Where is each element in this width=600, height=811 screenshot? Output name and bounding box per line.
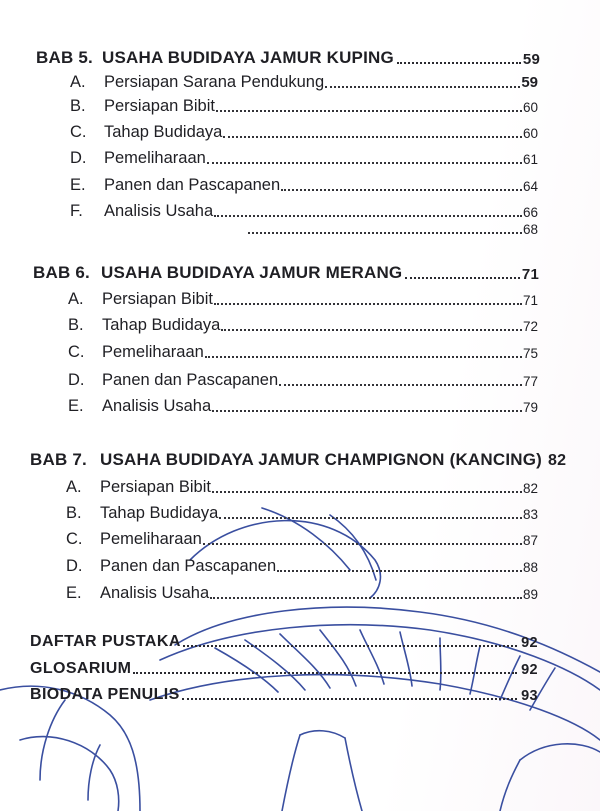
dot-leader	[216, 109, 522, 112]
entry-letter: D.	[70, 149, 87, 167]
chapter-heading	[30, 450, 566, 470]
chapter-number: BAB 5.	[36, 48, 93, 67]
entry-label: Pemeliharaan	[100, 530, 202, 548]
entry-label: Tahap Budidaya	[104, 123, 223, 141]
entry-page: 77	[522, 374, 538, 389]
entry-label: Tahap Budidaya	[100, 504, 219, 522]
entry-label: Persiapan Bibit	[102, 290, 213, 308]
entry-label: Analisis Usaha	[104, 202, 214, 220]
entry-letter: C.	[70, 123, 87, 141]
toc-entry	[66, 530, 538, 549]
back-matter-entry	[30, 660, 538, 678]
chapter-page: 59	[522, 51, 540, 68]
entry-letter: A.	[70, 73, 86, 91]
back-matter-page: 92	[521, 662, 538, 678]
dot-leader	[182, 697, 517, 700]
back-matter-entry	[30, 686, 538, 704]
dot-leader	[183, 644, 517, 647]
toc-entry	[68, 397, 538, 416]
dot-leader	[212, 490, 522, 493]
toc-entry	[68, 316, 538, 335]
toc-entry	[70, 97, 538, 116]
entry-label: Pemeliharaan	[104, 149, 206, 167]
toc-entry	[70, 149, 538, 168]
toc-entry	[70, 202, 538, 221]
entry-label: Tahap Budidaya	[102, 316, 221, 334]
chapter-title: USAHA BUDIDAYA JAMUR KUPING	[102, 48, 394, 67]
dot-leader	[203, 542, 522, 545]
chapter-title: USAHA BUDIDAYA JAMUR CHAMPIGNON (KANCING)	[100, 450, 543, 469]
toc-entry	[66, 478, 538, 497]
entry-page: 82	[522, 481, 538, 496]
entry-letter: D.	[68, 371, 85, 389]
entry-page: 72	[522, 319, 538, 334]
dot-leader	[207, 161, 522, 164]
entry-page: 71	[522, 293, 538, 308]
entry-letter: F.	[70, 202, 83, 220]
entry-letter: C.	[66, 530, 83, 548]
toc-entry	[68, 371, 538, 390]
chapter-number: BAB 6.	[33, 263, 90, 282]
entry-page: 61	[522, 152, 538, 167]
dot-leader	[248, 231, 522, 234]
entry-letter: B.	[70, 97, 86, 115]
entry-letter: C.	[68, 343, 85, 361]
entry-label: Persiapan Bibit	[104, 97, 215, 115]
dot-leader	[325, 85, 520, 88]
chapter-heading	[36, 48, 540, 68]
dot-leader	[223, 135, 522, 138]
entry-letter: B.	[68, 316, 84, 334]
back-matter-page: 92	[521, 635, 538, 651]
entry-page: 83	[522, 507, 538, 522]
entry-label: Panen dan Pascapanen	[102, 371, 279, 389]
dot-leader	[279, 383, 522, 386]
dot-leader	[281, 188, 522, 191]
entry-letter: B.	[66, 504, 82, 522]
toc-entry	[70, 123, 538, 142]
dot-leader	[210, 596, 522, 599]
dot-leader	[214, 302, 522, 305]
entry-page: 68	[522, 222, 538, 237]
entry-letter: D.	[66, 557, 83, 575]
entry-letter: A.	[68, 290, 84, 308]
toc-entry	[66, 504, 538, 523]
chapter-number: BAB 7.	[30, 450, 87, 469]
dot-leader	[277, 569, 522, 572]
entry-page: 87	[522, 533, 538, 548]
entry-label: Analisis Usaha	[102, 397, 212, 415]
dot-leader	[214, 214, 522, 217]
entry-page: 89	[522, 587, 538, 602]
dot-leader	[405, 276, 520, 279]
chapter-page: 82	[548, 452, 567, 469]
entry-page: 75	[522, 346, 538, 361]
entry-letter: E.	[66, 584, 82, 602]
entry-page: 66	[522, 205, 538, 220]
entry-label: Panen dan Pascapanen	[104, 176, 281, 194]
entry-label: Panen dan Pascapanen	[100, 557, 277, 575]
entry-label: Pemeliharaan	[102, 343, 204, 361]
toc-entry	[70, 176, 538, 195]
dot-leader	[219, 516, 522, 519]
dot-leader	[221, 328, 522, 331]
back-matter-label: DAFTAR PUSTAKA	[30, 633, 181, 650]
back-matter-label: GLOSARIUM	[30, 660, 132, 677]
entry-page: 88	[522, 560, 538, 575]
back-matter-entry	[30, 633, 538, 651]
toc-entry	[66, 557, 538, 576]
dot-leader	[133, 671, 517, 674]
entry-page: 60	[522, 126, 538, 141]
dot-leader	[205, 355, 522, 358]
entry-label: Analisis Usaha	[100, 584, 210, 602]
entry-page: 79	[522, 400, 538, 415]
toc-entry	[66, 584, 538, 603]
entry-page: 64	[522, 179, 538, 194]
entry-letter: E.	[68, 397, 84, 415]
chapter-title: USAHA BUDIDAYA JAMUR MERANG	[101, 263, 403, 282]
back-matter-page: 93	[521, 688, 538, 704]
dot-leader	[212, 409, 522, 412]
toc-entry	[68, 290, 538, 309]
entry-label: Persiapan Sarana Pendukung	[104, 73, 325, 91]
back-matter-label: BIODATA PENULIS	[30, 686, 180, 703]
toc-entry	[70, 222, 538, 238]
entry-label: Persiapan Bibit	[100, 478, 211, 496]
dot-leader	[397, 61, 521, 64]
entry-page: 59	[521, 74, 538, 91]
toc-entry	[68, 343, 538, 362]
chapter-heading	[33, 263, 539, 283]
entry-letter: E.	[70, 176, 86, 194]
entry-page: 60	[522, 100, 538, 115]
chapter-page: 71	[521, 266, 539, 283]
toc-entry	[70, 73, 538, 92]
entry-letter: A.	[66, 478, 82, 496]
